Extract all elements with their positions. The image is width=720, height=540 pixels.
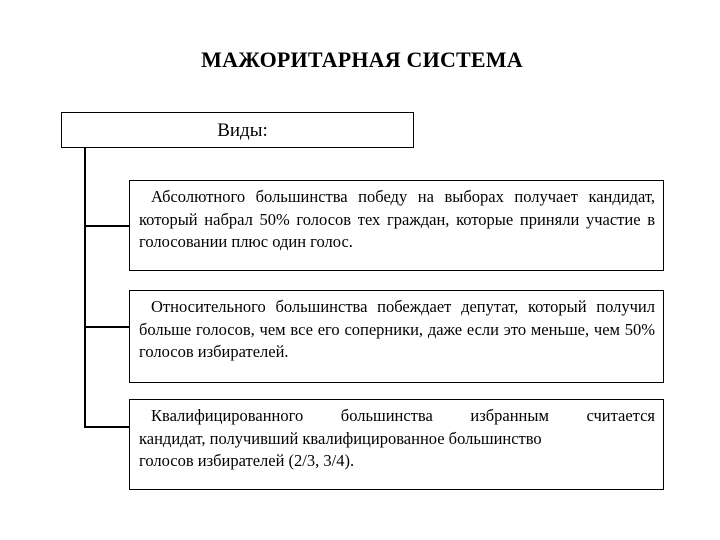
absolute-majority-box xyxy=(129,180,664,271)
connector-relative-majority xyxy=(84,326,130,328)
relative-majority-box xyxy=(129,290,664,383)
kinds-label: Виды: xyxy=(217,120,268,141)
qualified-majority-line-3: голосов избирателей (2/3, 3/4). xyxy=(139,451,355,470)
tree-connector-vertical xyxy=(84,148,86,427)
qualified-majority-text xyxy=(139,405,655,473)
qualified-majority-line-1: Квалифицированного большинства избранным считается xyxy=(151,406,655,425)
relative-majority-text: Относительного большинства побеждает депутат, который получил больше голосов, чем все его соперники, даже если это меньше, чем 50% голосов избирателей. xyxy=(139,297,655,361)
qualified-majority-line-2: кандидат, получивший квалифицированное большинство xyxy=(139,428,542,448)
connector-qualified-majority xyxy=(84,426,130,428)
diagram-title: МАЖОРИТАРНАЯ СИСТЕМА xyxy=(201,47,523,72)
connector-absolute-majority xyxy=(84,225,130,227)
kinds-box xyxy=(61,112,414,148)
qualified-majority-box xyxy=(129,399,664,490)
absolute-majority-text: Абсолютного большинства победу на выборах получает кандидат, который набрал 50% голосов тех граждан, которые приняли участие в голосовании плюс один голос. xyxy=(139,187,655,251)
